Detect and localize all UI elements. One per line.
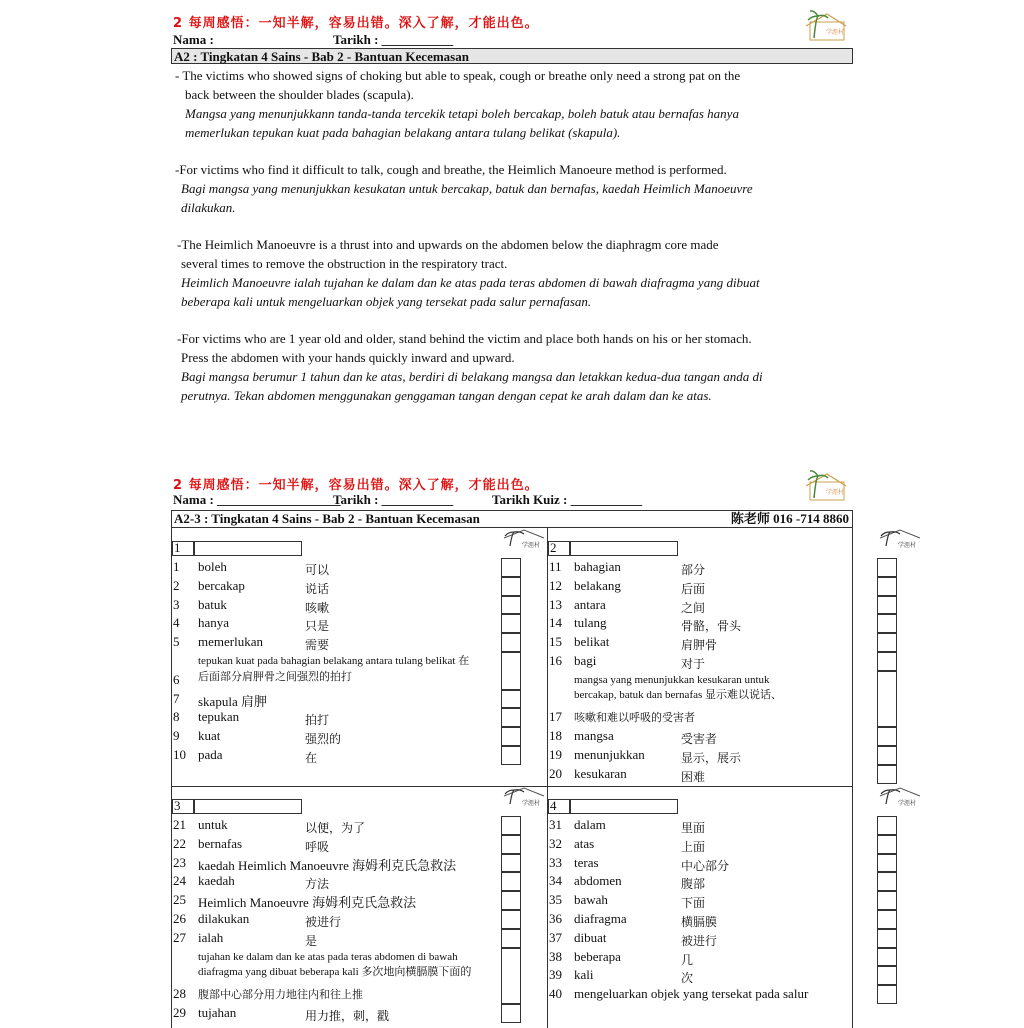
bottom-nama-label: Nama : ___________________ xyxy=(173,492,341,507)
answer-box[interactable] xyxy=(501,1004,521,1023)
item-translation: 肩胛骨 xyxy=(681,638,718,653)
item-translation: 腹部 xyxy=(681,877,706,892)
item-translation: 只是 xyxy=(305,619,330,634)
item-number: 35 xyxy=(549,892,562,908)
item-word: ialah xyxy=(198,929,224,945)
item-number: 39 xyxy=(549,967,562,983)
item-number: 40 xyxy=(549,986,562,1002)
item-phrase-line2: 后面部分肩胛骨之间强烈的拍打 xyxy=(198,670,352,683)
section-name-input[interactable] xyxy=(194,541,302,556)
section-number: 3 xyxy=(174,798,181,813)
answer-box[interactable] xyxy=(501,596,521,615)
section-number: 4 xyxy=(550,798,557,813)
item-word: diafragma xyxy=(574,911,627,926)
answer-box[interactable] xyxy=(501,872,521,891)
item-number: 17 xyxy=(549,709,562,725)
bottom-motto: 2 每周感悟：一知半解，容易出错。深入了解，才能出色。 xyxy=(173,478,539,493)
item-word: mengeluarkan objek yang tersekat pada salur xyxy=(574,986,809,1002)
section-name-input[interactable] xyxy=(570,541,678,556)
item-translation: 部分 xyxy=(681,563,706,577)
svg-text:学涯村: 学涯村 xyxy=(826,489,845,496)
item-word: skapula 肩胛 xyxy=(198,693,267,709)
item-translation: 被进行 xyxy=(305,915,342,929)
item-number: 34 xyxy=(549,873,562,889)
answer-box[interactable] xyxy=(877,966,897,985)
item-number: 11 xyxy=(549,559,562,574)
item-translation: 后面 xyxy=(681,581,706,596)
answer-box[interactable] xyxy=(501,816,521,835)
item-word: pada xyxy=(198,747,223,762)
item-translation: 显示，展示 xyxy=(681,751,742,765)
item-phrase-line2: diafragma yang dibuat beberapa kali 多次地向横膈膜下面的 xyxy=(198,965,472,978)
svg-text:学涯村: 学涯村 xyxy=(898,542,917,549)
item-translation: 拍打 xyxy=(305,713,330,728)
item-translation: 需要 xyxy=(305,638,330,653)
answer-box[interactable] xyxy=(877,633,897,652)
item-word: bercakap xyxy=(198,577,245,593)
item-phrase-line1: tujahan ke dalam dan ke atas pada teras abdomen di bawah xyxy=(198,950,458,963)
item-word: atas xyxy=(574,835,595,851)
item-translation: 中心部分 xyxy=(681,858,730,873)
para1-en-line2: back between the shoulder blades (scapula). xyxy=(185,87,414,102)
para1-ms-line2: memerlukan tepukan kuat pada bahagian belakang antara tulang belikat (skapula). xyxy=(185,125,621,140)
answer-box[interactable] xyxy=(877,652,897,671)
section-number: 1 xyxy=(174,540,181,555)
answer-box[interactable] xyxy=(877,746,897,765)
item-word: memerlukan xyxy=(198,634,263,650)
bottom-title-bar xyxy=(171,510,853,528)
item-word: beberapa xyxy=(574,948,621,964)
para2-en-line1: -For victims who find it difficult to talk, cough and breathe, the Heimlich Manoeure method is performed. xyxy=(175,162,727,177)
item-word: boleh xyxy=(198,559,227,574)
item-translation: 横膈膜 xyxy=(681,915,718,929)
section-name-input[interactable] xyxy=(194,799,302,814)
bottom-kuiz-label: Tarikh Kuiz : ___________ xyxy=(492,492,643,507)
item-word: batuk xyxy=(198,596,227,612)
svg-text:学涯村: 学涯村 xyxy=(522,800,541,807)
item-translation: 用力推，刺，戳 xyxy=(305,1009,390,1023)
svg-text:学涯村: 学涯村 xyxy=(522,542,541,549)
top-motto: 2 每周感悟：一知半解，容易出错。深入了解，才能出色。 xyxy=(173,16,539,31)
item-number: 33 xyxy=(549,854,562,870)
para4-en-line1: -For victims who are 1 year old and older, stand behind the victim and place both hands on his or her stomach. xyxy=(177,331,752,346)
answer-box[interactable] xyxy=(877,558,897,577)
answer-box[interactable] xyxy=(501,727,521,746)
top-body xyxy=(175,66,855,405)
item-word: bernafas xyxy=(198,835,243,851)
item-number: 13 xyxy=(549,596,562,612)
item-translation: 被进行 xyxy=(681,933,718,948)
section-name-input[interactable] xyxy=(570,799,678,814)
top-tarikh-label: Tarikh : ___________ xyxy=(333,32,454,47)
item-word: tepukan xyxy=(198,709,240,725)
answer-box[interactable] xyxy=(501,708,521,727)
item-word: menunjukkan xyxy=(574,747,645,762)
item-number: 28 xyxy=(173,986,186,1002)
para2-ms-line2: dilakukan. xyxy=(181,200,236,215)
item-translation: 是 xyxy=(305,933,318,948)
answer-box[interactable] xyxy=(877,577,897,596)
item-translation: 以便，为了 xyxy=(305,821,366,835)
para1-en-line1: - The victims who showed signs of choking but able to speak, cough or breathe only need a strong pat on the xyxy=(175,68,741,83)
answer-box[interactable] xyxy=(501,835,521,854)
block-logo-icon xyxy=(499,528,547,550)
answer-box[interactable] xyxy=(501,633,521,652)
block-logo-icon xyxy=(875,528,923,550)
item-translation: 次 xyxy=(681,971,694,986)
answer-box[interactable] xyxy=(501,652,521,690)
item-translation: 骨骼，骨头 xyxy=(681,619,742,634)
item-number: 14 xyxy=(549,615,562,631)
item-word: untuk xyxy=(198,817,228,832)
item-translation: 下面 xyxy=(681,896,706,911)
bottom-title: A2-3 : Tingkatan 4 Sains - Bab 2 - Bantuan Kecemasan xyxy=(174,511,480,526)
answer-box[interactable] xyxy=(501,854,521,873)
para4-en-line2: Press the abdomen with your hands quickly inward and upward. xyxy=(181,350,515,365)
item-word: kesukaran xyxy=(574,765,627,781)
item-number: 31 xyxy=(549,817,562,832)
item-translation: 呼吸 xyxy=(305,839,330,854)
item-number: 18 xyxy=(549,728,562,744)
item-number: 24 xyxy=(173,873,186,889)
item-number: 36 xyxy=(549,911,562,926)
answer-box[interactable] xyxy=(877,835,897,854)
block-logo-icon xyxy=(499,786,547,808)
answer-box[interactable] xyxy=(501,910,521,929)
item-number: 16 xyxy=(549,653,562,668)
item-translation: 困难 xyxy=(681,769,706,784)
para4-ms-line1: Bagi mangsa berumur 1 tahun dan ke atas, berdiri di belakang mangsa dan letakkan kedua-dua tangan anda di xyxy=(181,369,763,384)
para3-en-line2: several times to remove the obstruction in the respiratory tract. xyxy=(181,256,508,271)
item-number: 32 xyxy=(549,835,562,851)
answer-box[interactable] xyxy=(877,891,897,910)
item-number: 3 xyxy=(173,596,180,612)
item-translation: 强烈的 xyxy=(305,732,342,747)
item-word: tulang xyxy=(574,615,607,631)
block-logo-icon xyxy=(875,786,923,808)
item-phrase-line1: mangsa yang menunjukkan kesukaran untuk xyxy=(574,673,770,686)
answer-box[interactable] xyxy=(501,577,521,596)
item-translation: 上面 xyxy=(681,839,706,854)
answer-box[interactable] xyxy=(877,872,897,891)
item-translation: 方法 xyxy=(305,877,330,892)
item-number: 21 xyxy=(173,817,186,832)
svg-text:学涯村: 学涯村 xyxy=(898,800,917,807)
item-word: mangsa xyxy=(574,728,614,744)
item-word: dilakukan xyxy=(198,911,250,926)
answer-box[interactable] xyxy=(501,614,521,633)
answer-box[interactable] xyxy=(877,596,897,615)
item-word: bahagian xyxy=(574,559,621,574)
item-number: 7 xyxy=(173,690,180,706)
item-word: tujahan xyxy=(198,1005,237,1020)
item-number: 37 xyxy=(549,929,562,945)
para1-ms-line1: Mangsa yang menunjukkann tanda-tanda tercekik tetapi boleh bercakap, boleh batuk atau bernafas hanya xyxy=(185,106,739,121)
answer-box[interactable] xyxy=(877,614,897,633)
item-number: 2 xyxy=(173,577,180,593)
item-number: 25 xyxy=(173,892,186,908)
item-number: 23 xyxy=(173,854,186,870)
item-number: 27 xyxy=(173,929,186,945)
para3-ms-line2: beberapa kali untuk mengeluarkan objek yang tersekat pada salur pernafasan. xyxy=(181,294,592,309)
para2-ms-line1: Bagi mangsa yang menunjukkan kesukatan untuk bercakap, batuk dan bernafas, kaedah Heimlich Manoeuvre xyxy=(181,181,753,196)
item-number: 38 xyxy=(549,948,562,964)
item-number: 12 xyxy=(549,577,562,593)
item-number: 1 xyxy=(173,559,180,574)
item-translation: 几 xyxy=(681,952,694,967)
item-word: Heimlich Manoeuvre 海姆利克氏急救法 xyxy=(198,895,417,911)
item-translation: 受害者 xyxy=(681,732,718,747)
answer-box[interactable] xyxy=(877,671,897,727)
top-title-bar: A2 : Tingkatan 4 Sains - Bab 2 - Bantuan Kecemasan xyxy=(171,48,853,64)
item-phrase-line3: 咳嗽和难以呼吸的受害者 xyxy=(574,711,695,725)
answer-box[interactable] xyxy=(877,727,897,746)
top-logo-icon xyxy=(802,8,848,44)
svg-text:学涯村: 学涯村 xyxy=(826,29,845,36)
item-number: 29 xyxy=(173,1005,186,1020)
item-word: bawah xyxy=(574,892,608,908)
top-nama-label: Nama : xyxy=(173,32,214,47)
item-translation: 里面 xyxy=(681,821,706,835)
item-word: kaedah Heimlich Manoeuvre 海姆利克氏急救法 xyxy=(198,857,457,873)
answer-box[interactable] xyxy=(877,948,897,967)
item-translation: 在 xyxy=(305,751,318,765)
item-number: 22 xyxy=(173,835,186,851)
bottom-tarikh-label: Tarikh : ___________ xyxy=(333,492,454,507)
para4-ms-line2: perutnya. Tekan abdomen menggunakan genggaman tangan dengan cepat ke arah dalam dan ke atas. xyxy=(181,388,712,403)
para3-ms-line1: Heimlich Manoeuvre ialah tujahan ke dalam dan ke atas pada teras abdomen di bawah diafragma yang dibuat xyxy=(181,275,760,290)
item-word: bagi xyxy=(574,653,597,668)
answer-box[interactable] xyxy=(501,929,521,948)
section-number: 2 xyxy=(550,540,557,555)
answer-box[interactable] xyxy=(501,746,521,765)
item-number: 5 xyxy=(173,634,180,650)
answer-box[interactable] xyxy=(501,891,521,910)
item-number: 26 xyxy=(173,911,186,926)
item-phrase-line1: tepukan kuat pada bahagian belakang antara tulang belikat 在 xyxy=(198,655,470,667)
answer-box[interactable] xyxy=(877,854,897,873)
item-number: 15 xyxy=(549,634,562,650)
item-phrase-line3: 腹部中心部分用力地往内和往上推 xyxy=(198,988,363,1002)
item-number: 20 xyxy=(549,765,562,781)
item-word: kuat xyxy=(198,728,221,744)
item-translation: 可以 xyxy=(305,563,330,577)
teacher-contact: 陈老师 016 -714 8860 xyxy=(730,511,849,526)
answer-box[interactable] xyxy=(877,929,897,948)
item-translation: 之间 xyxy=(681,600,706,615)
item-number: 4 xyxy=(173,615,180,631)
item-word: abdomen xyxy=(574,873,622,889)
answer-box[interactable] xyxy=(501,558,521,577)
item-word: kaedah xyxy=(198,873,235,889)
item-number: 6 xyxy=(173,671,180,687)
answer-box[interactable] xyxy=(877,910,897,929)
answer-box[interactable] xyxy=(501,690,521,709)
item-word: hanya xyxy=(198,615,230,631)
bottom-logo-icon xyxy=(802,468,848,504)
item-word: teras xyxy=(574,854,599,870)
item-word: dalam xyxy=(574,817,606,832)
item-number: 9 xyxy=(173,728,180,744)
item-number: 19 xyxy=(549,747,562,762)
answer-box[interactable] xyxy=(501,948,521,1004)
item-translation: 对于 xyxy=(681,657,706,671)
item-word: kali xyxy=(574,967,594,983)
item-number: 8 xyxy=(173,709,180,725)
item-word: belakang xyxy=(574,577,621,593)
item-word: belikat xyxy=(574,634,610,650)
item-phrase-line2: bercakap, batuk dan bernafas 显示难以说话、 xyxy=(574,688,783,701)
answer-box[interactable] xyxy=(877,985,897,1004)
item-translation: 咳嗽 xyxy=(305,600,330,615)
item-word: dibuat xyxy=(574,929,607,945)
answer-box[interactable] xyxy=(877,816,897,835)
item-word: antara xyxy=(574,596,606,612)
answer-box[interactable] xyxy=(877,765,897,784)
item-number: 10 xyxy=(173,747,186,762)
para3-en-line1: -The Heimlich Manoeuvre is a thrust into and upwards on the abdomen below the diaphragm core made xyxy=(177,237,719,252)
item-translation: 说话 xyxy=(305,581,330,596)
